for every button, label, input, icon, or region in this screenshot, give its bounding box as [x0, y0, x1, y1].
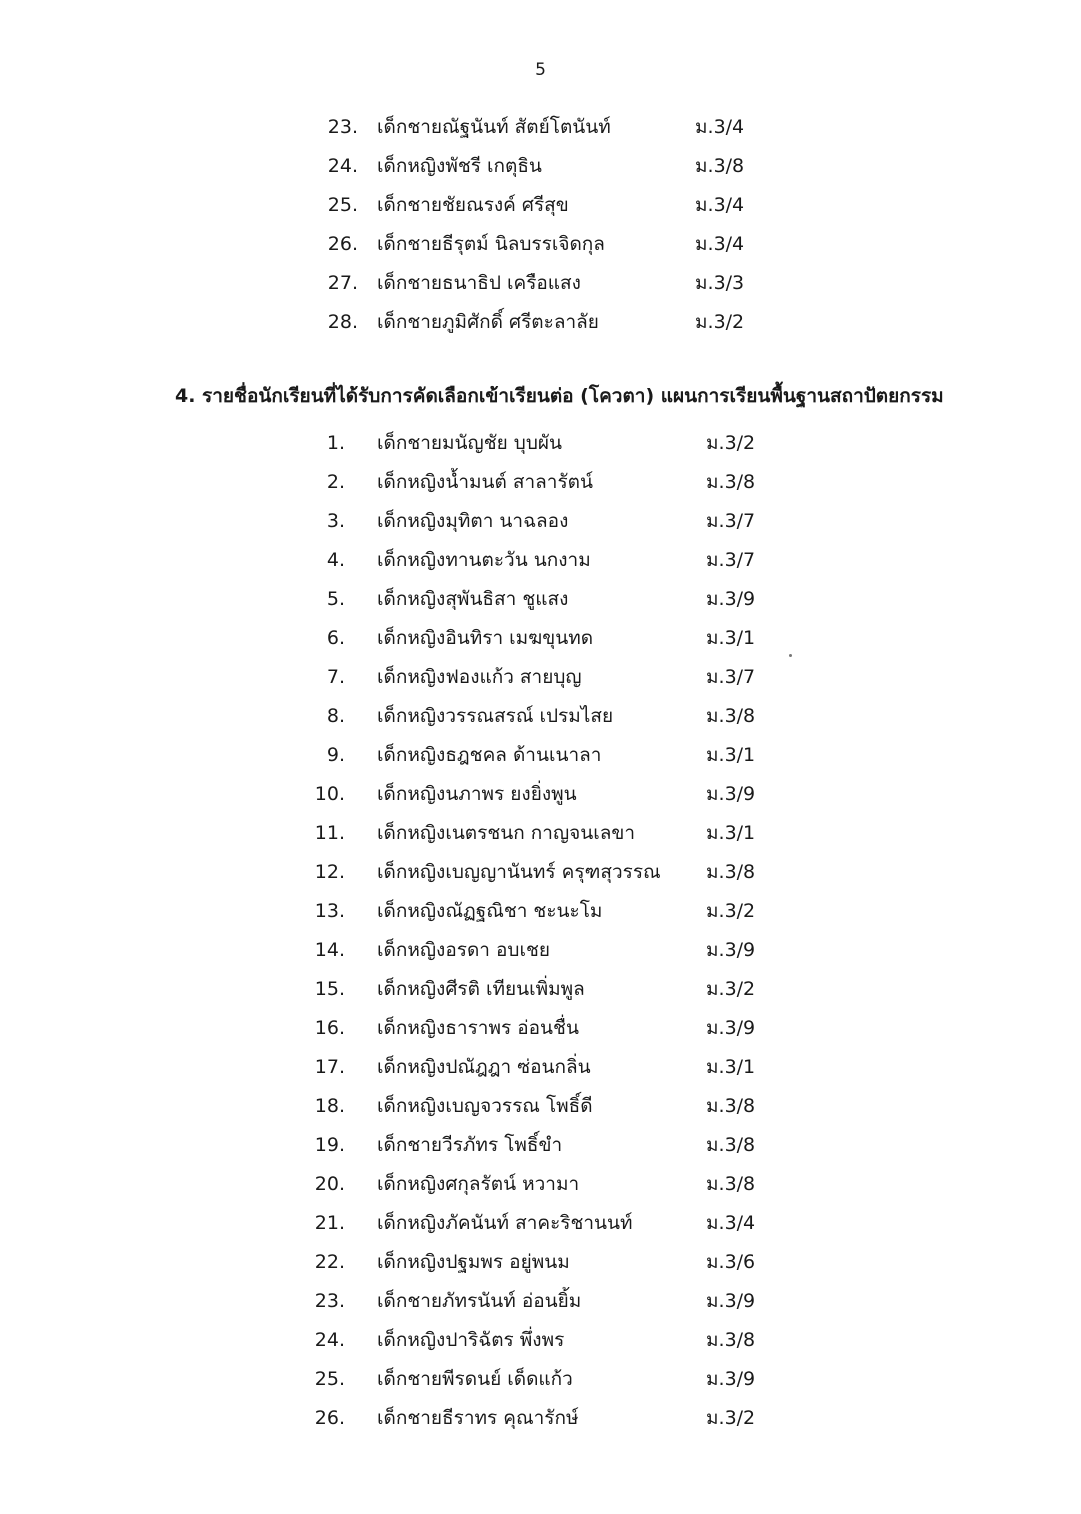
list-item [0, 502, 1081, 541]
student-name: เด็กหญิงน้ำมนต์ สาลารัตน์ [377, 471, 593, 493]
student-name: เด็กหญิงสุพันธิสา ชูแสง [377, 588, 569, 610]
student-class: ม.3/2 [706, 432, 756, 454]
item-number: 21. [314, 1212, 345, 1234]
item-number: 24. [327, 155, 358, 177]
student-name: เด็กหญิงปาริฉัตร พึ่งพร [377, 1329, 565, 1351]
student-class: ม.3/4 [695, 116, 745, 138]
list-item [0, 775, 1081, 814]
item-number: 11. [314, 822, 345, 844]
student-class: ม.3/8 [695, 155, 745, 177]
student-name: เด็กหญิงธาราพร อ่อนชื่น [377, 1017, 579, 1039]
item-number: 15. [314, 978, 345, 1000]
student-class: ม.3/9 [706, 939, 756, 961]
item-number: 6. [326, 627, 345, 649]
list-item [0, 1204, 1081, 1243]
item-number: 24. [314, 1329, 345, 1351]
list-item [0, 1048, 1081, 1087]
student-class: ม.3/9 [706, 1368, 756, 1390]
student-name: เด็กหญิงอินทิรา เมฆขุนทด [377, 627, 594, 649]
student-name: เด็กชายพีรดนย์ เด็ดแก้ว [377, 1368, 573, 1390]
student-name: เด็กชายวีรภัทร โพธิ์ขำ [377, 1134, 563, 1156]
student-class: ม.3/2 [706, 900, 756, 922]
student-class: ม.3/8 [706, 1095, 756, 1117]
item-number: 4. [326, 549, 345, 571]
student-name: เด็กหญิงเบญจวรรณ โพธิ์ดี [377, 1095, 593, 1117]
student-name: เด็กหญิงทานตะวัน นกงาม [377, 549, 591, 571]
student-list-architecture [0, 424, 1081, 1438]
item-number: 7. [326, 666, 345, 688]
list-item [0, 147, 1081, 186]
list-item [0, 736, 1081, 775]
item-number: 3. [326, 510, 345, 532]
list-item [0, 892, 1081, 931]
student-name: เด็กหญิงธฎชคล ด้านเนาลา [377, 744, 602, 766]
list-item [0, 580, 1081, 619]
student-class: ม.3/4 [695, 233, 745, 255]
student-class: ม.3/4 [706, 1212, 756, 1234]
student-name: เด็กชายชัยณรงค์ ศรีสุข [377, 194, 569, 216]
list-item [0, 853, 1081, 892]
student-name: เด็กหญิงพัชรี เกตุธิน [377, 155, 542, 177]
list-item [0, 970, 1081, 1009]
item-number: 26. [327, 233, 358, 255]
list-item [0, 1360, 1081, 1399]
student-class: ม.3/3 [695, 272, 745, 294]
list-item [0, 264, 1081, 303]
student-name: เด็กหญิงปฐมพร อยู่พนม [377, 1251, 570, 1273]
student-class: ม.3/6 [706, 1251, 756, 1273]
student-class: ม.3/2 [695, 311, 745, 333]
student-class: ม.3/8 [706, 1173, 756, 1195]
student-class: ม.3/8 [706, 705, 756, 727]
item-number: 18. [314, 1095, 345, 1117]
list-item [0, 1282, 1081, 1321]
list-item [0, 697, 1081, 736]
list-item [0, 1321, 1081, 1360]
item-number: 14. [314, 939, 345, 961]
item-number: 12. [314, 861, 345, 883]
student-class: ม.3/8 [706, 1329, 756, 1351]
list-item [0, 541, 1081, 580]
student-name: เด็กหญิงเบญญานันทร์ ครุฑสุวรรณ [377, 861, 661, 883]
item-number: 1. [326, 432, 345, 454]
student-class: ม.3/7 [706, 549, 756, 571]
list-item [0, 1243, 1081, 1282]
student-class: ม.3/9 [706, 783, 756, 805]
list-item [0, 424, 1081, 463]
list-item [0, 1165, 1081, 1204]
item-number: 25. [314, 1368, 345, 1390]
list-item [0, 186, 1081, 225]
item-number: 13. [314, 900, 345, 922]
item-number: 28. [327, 311, 358, 333]
student-class: ม.3/8 [706, 1134, 756, 1156]
student-name: เด็กชายธนาธิป เครือแสง [377, 272, 581, 294]
student-class: ม.3/4 [695, 194, 745, 216]
list-item [0, 658, 1081, 697]
student-class: ม.3/2 [706, 978, 756, 1000]
list-item [0, 1087, 1081, 1126]
student-name: เด็กชายภัทรนันท์ อ่อนยิ้ม [377, 1290, 582, 1312]
page-number: 5 [535, 60, 546, 80]
item-number: 26. [314, 1407, 345, 1429]
item-number: 17. [314, 1056, 345, 1078]
student-name: เด็กหญิงศีรติ เทียนเพิ่มพูล [377, 978, 585, 1000]
student-class: ม.3/1 [706, 627, 756, 649]
student-name: เด็กหญิงศกุลรัตน์ หวามา [377, 1173, 580, 1195]
item-number: 25. [327, 194, 358, 216]
list-item [0, 1009, 1081, 1048]
item-number: 23. [314, 1290, 345, 1312]
item-number: 9. [326, 744, 345, 766]
student-class: ม.3/9 [706, 1290, 756, 1312]
section-heading: 4. รายชื่อนักเรียนที่ได้รับการคัดเลือกเข้าเรียนต่อ (โควตา) แผนการเรียนพื้นฐานสถาปัตยกรรม [175, 385, 944, 407]
student-class: ม.3/1 [706, 1056, 756, 1078]
student-name: เด็กชายณัฐนันท์ สัตย์โตนันท์ [377, 116, 611, 138]
student-class: ม.3/9 [706, 1017, 756, 1039]
student-name: เด็กหญิงเนตรชนก กาญจนเลขา [377, 822, 636, 844]
item-number: 10. [314, 783, 345, 805]
item-number: 19. [314, 1134, 345, 1156]
student-list-continued [0, 108, 1081, 342]
student-name: เด็กหญิงอรดา อบเชย [377, 939, 550, 961]
student-name: เด็กชายธีราทร คุณารักษ์ [377, 1407, 579, 1429]
student-name: เด็กหญิงมุทิตา นาฉลอง [377, 510, 569, 532]
student-name: เด็กหญิงวรรณสรณ์ เปรมไสย [377, 705, 614, 727]
student-class: ม.3/7 [706, 666, 756, 688]
student-name: เด็กหญิงปณัฎฎา ซ่อนกลิ่น [377, 1056, 591, 1078]
student-name: เด็กหญิงนภาพร ยงยิ่งพูน [377, 783, 577, 805]
item-number: 2. [326, 471, 345, 493]
list-item [0, 814, 1081, 853]
item-number: 20. [314, 1173, 345, 1195]
list-item [0, 1399, 1081, 1438]
student-name: เด็กหญิงณัฏฐณิชา ชะนะโม [377, 900, 603, 922]
item-number: 5. [326, 588, 345, 610]
student-class: ม.3/8 [706, 471, 756, 493]
student-name: เด็กหญิงฟองแก้ว สายบุญ [377, 666, 582, 688]
item-number: 27. [327, 272, 358, 294]
student-name: เด็กหญิงภัคนันท์ สาคะริชานนท์ [377, 1212, 633, 1234]
list-item [0, 1126, 1081, 1165]
item-number: 22. [314, 1251, 345, 1273]
student-class: ม.3/1 [706, 822, 756, 844]
student-name: เด็กชายมนัญชัย บุบผัน [377, 432, 563, 454]
list-item [0, 303, 1081, 342]
student-class: ม.3/2 [706, 1407, 756, 1429]
student-class: ม.3/1 [706, 744, 756, 766]
student-name: เด็กชายภูมิศักดิ์ ศรีตะลาลัย [377, 311, 599, 333]
scan-speck [789, 654, 792, 657]
list-item [0, 931, 1081, 970]
item-number: 8. [326, 705, 345, 727]
list-item [0, 463, 1081, 502]
item-number: 16. [314, 1017, 345, 1039]
student-name: เด็กชายธีรุตม์ นิลบรรเจิดกุล [377, 233, 605, 255]
list-item [0, 225, 1081, 264]
list-item [0, 619, 1081, 658]
student-class: ม.3/8 [706, 861, 756, 883]
item-number: 23. [327, 116, 358, 138]
student-class: ม.3/9 [706, 588, 756, 610]
student-class: ม.3/7 [706, 510, 756, 532]
list-item [0, 108, 1081, 147]
